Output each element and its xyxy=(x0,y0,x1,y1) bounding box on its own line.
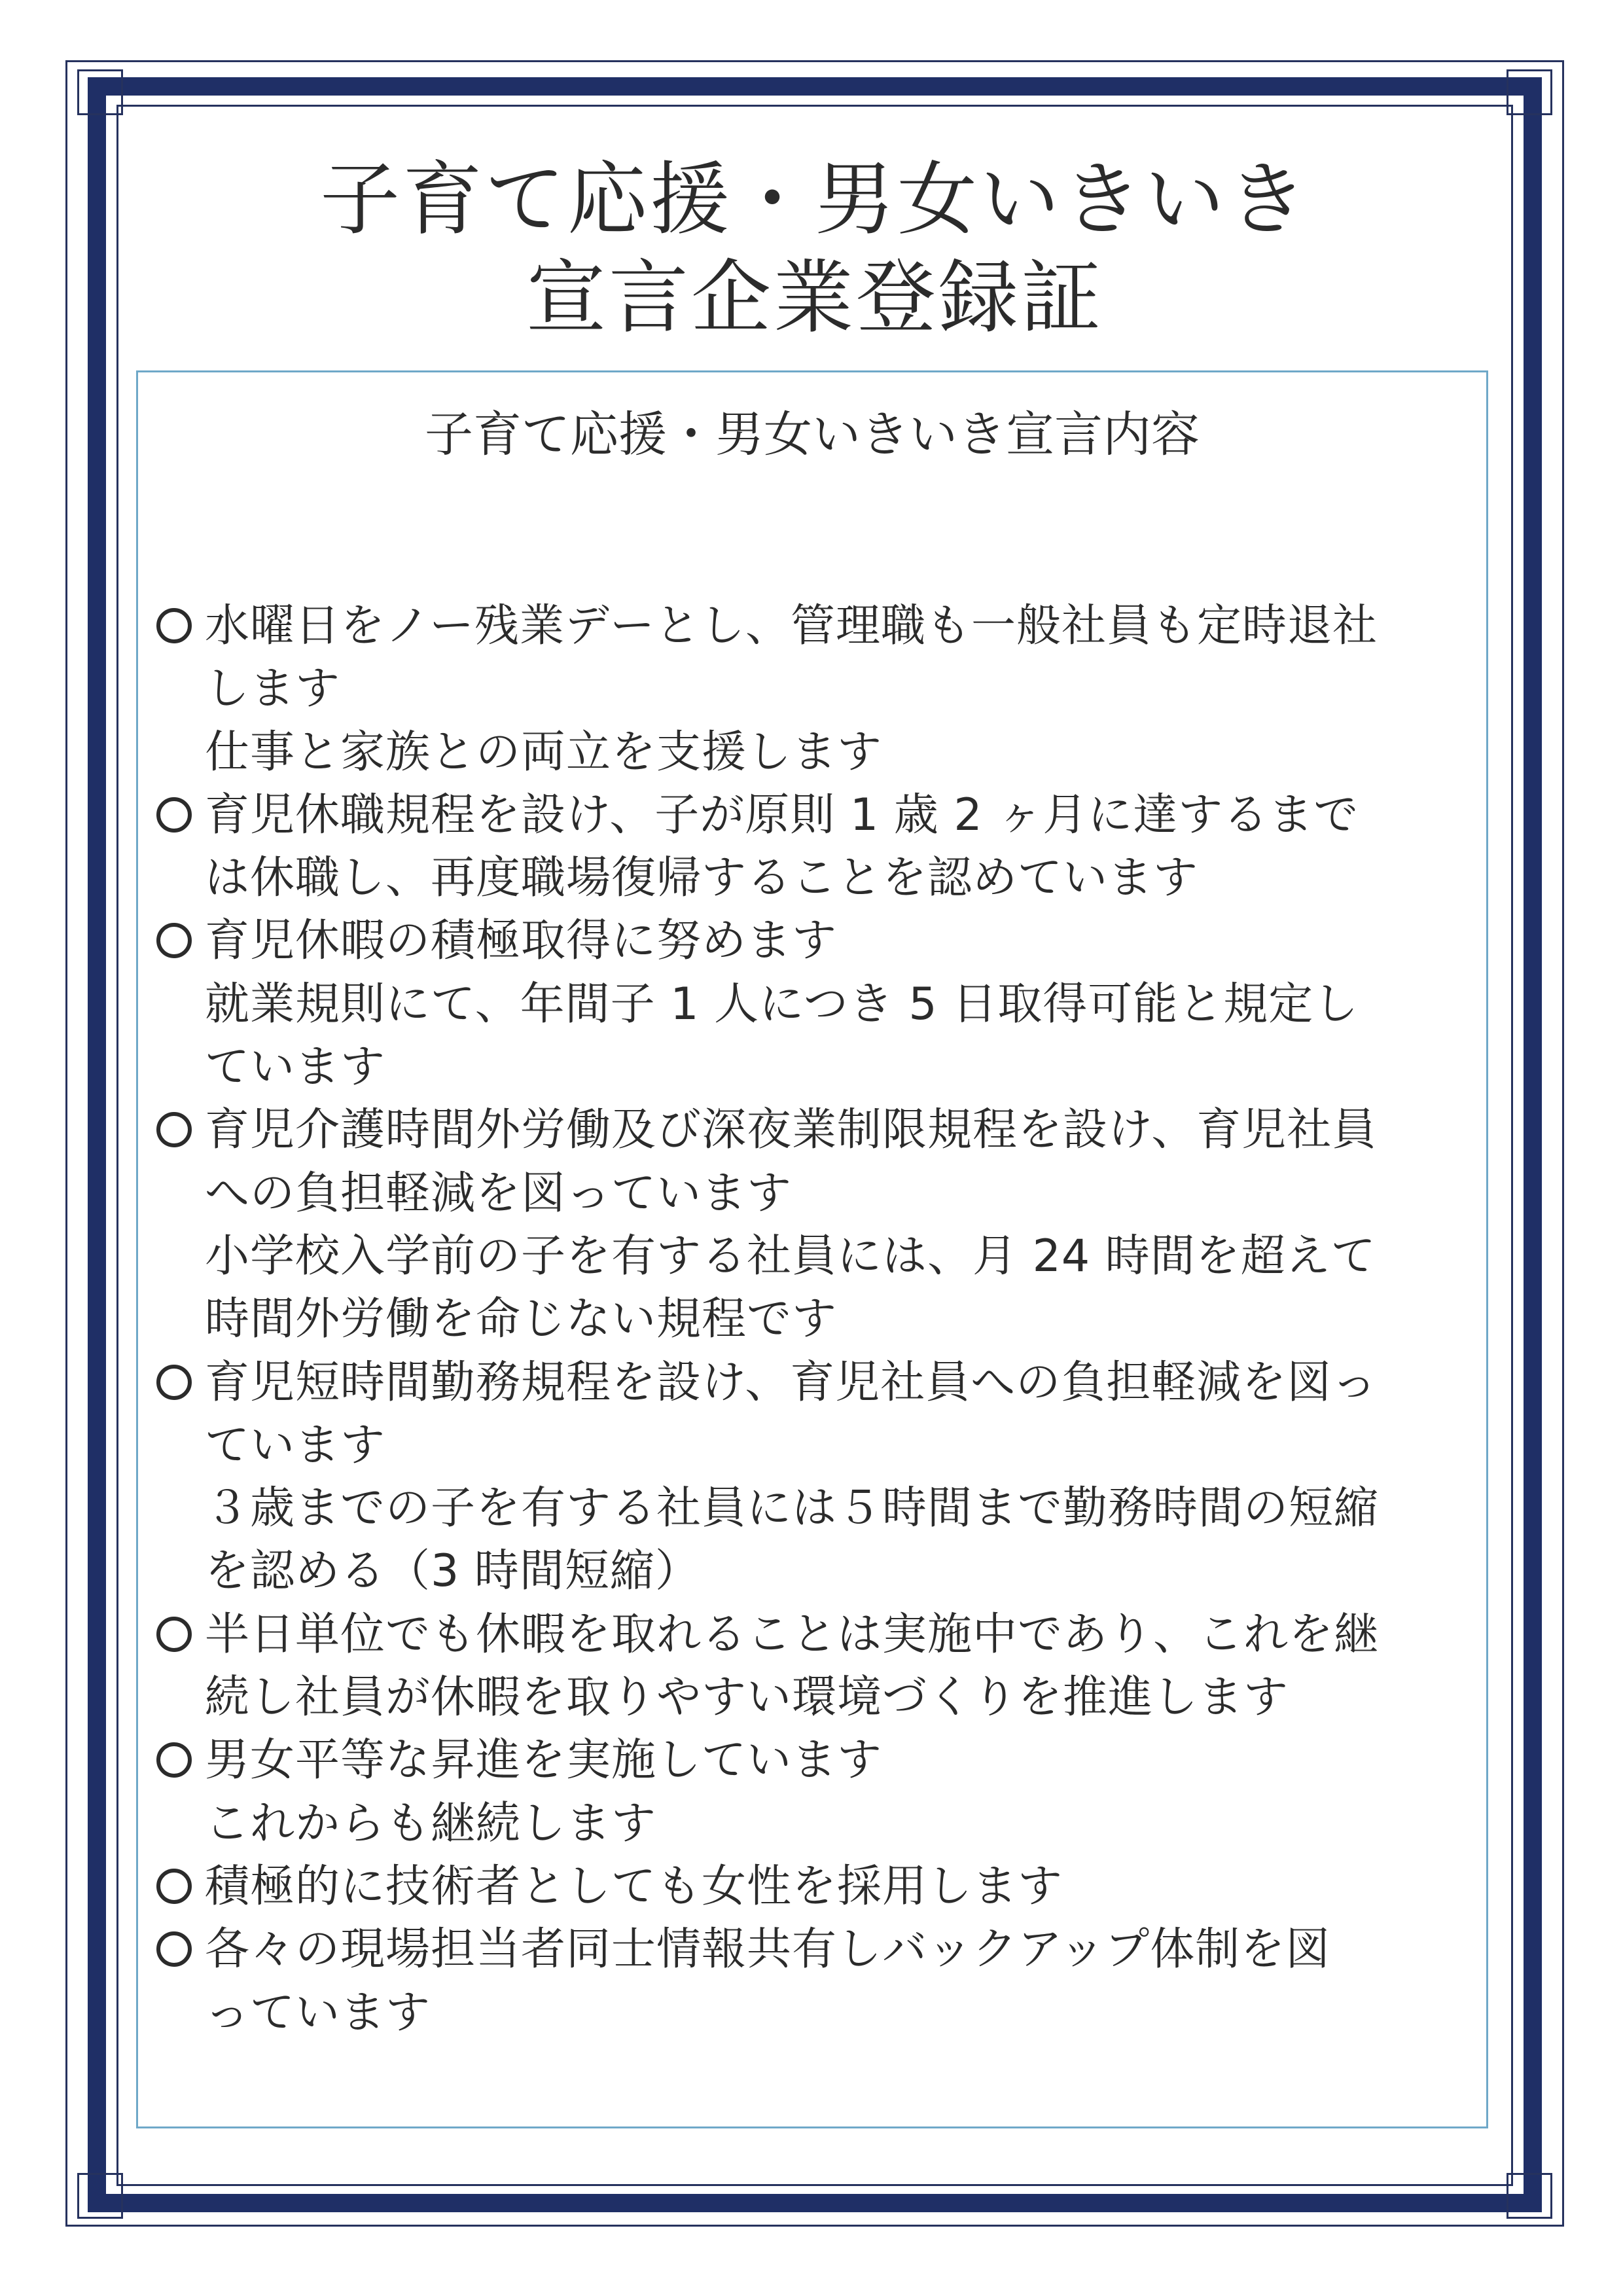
certificate-title xyxy=(118,151,1512,347)
declaration-item xyxy=(156,1856,1472,1918)
declaration-line: ています xyxy=(205,1419,386,1471)
declaration-line: 仕事と家族との両立を支援します xyxy=(205,726,883,778)
circle-bullet-icon xyxy=(156,1365,192,1400)
declaration-list xyxy=(156,595,1472,2045)
declaration-item xyxy=(156,1729,1472,1856)
declaration-item xyxy=(156,784,1472,910)
declaration-item xyxy=(156,1099,1472,1351)
circle-bullet-icon xyxy=(156,608,192,643)
circle-bullet-icon xyxy=(156,923,192,958)
circle-bullet-icon xyxy=(156,797,192,833)
corner-ornament-top-right xyxy=(1507,69,1552,115)
corner-ornament-bottom-left xyxy=(77,2173,123,2219)
declaration-line: ３歳までの子を有する社員には５時間まで勤務時間の短縮 xyxy=(205,1482,1380,1535)
certificate-title-line-2: 宣言企業登録証 xyxy=(526,251,1103,344)
declaration-line: への負担軽減を図っています xyxy=(205,1167,793,1219)
declaration-item xyxy=(156,1604,1472,1730)
declaration-line: を認める（3 時間短縮） xyxy=(205,1545,700,1598)
circle-bullet-icon xyxy=(156,1112,192,1147)
declaration-line: 積極的に技術者としても女性を採用します xyxy=(205,1860,1063,1912)
declaration-line: 育児短時間勤務規程を設け、育児社員への負担軽減を図っ xyxy=(205,1356,1378,1408)
declaration-line: っています xyxy=(205,1986,431,2039)
declaration-line: 時間外労働を命じない規程です xyxy=(205,1293,838,1346)
declaration-item xyxy=(156,910,1472,1099)
circle-bullet-icon xyxy=(156,1742,192,1778)
declaration-heading: 子育て応援・男女いきいき宣言内容 xyxy=(425,406,1200,463)
declaration-line: 続し社員が休暇を取りやすい環境づくりを推進します xyxy=(205,1672,1289,1724)
circle-bullet-icon xyxy=(156,1869,192,1904)
declaration-line: 育児休暇の積極取得に努めます xyxy=(205,915,838,967)
declaration-line: ています xyxy=(205,1041,386,1094)
declaration-line: します xyxy=(205,663,341,715)
declaration-line: 育児休職規程を設け、子が原則 1 歳 2 ヶ月に達するまで xyxy=(205,789,1359,841)
certificate-title-line-1: 子育て応援・男女いきいき xyxy=(320,153,1310,246)
declaration-item xyxy=(156,1352,1472,1604)
declaration-line: 就業規則にて、年間子 1 人につき 5 日取得可能と規定し xyxy=(205,978,1359,1030)
declaration-line: 各々の現場担当者同士情報共有しバックアップ体制を図 xyxy=(205,1924,1331,1976)
declaration-content-box xyxy=(136,370,1488,2128)
declaration-line: 半日単位でも休暇を取れることは実施中であり、これを継 xyxy=(205,1608,1380,1660)
declaration-item xyxy=(156,595,1472,784)
declaration-line: 小学校入学前の子を有する社員には、月 24 時間を超えて xyxy=(205,1230,1376,1282)
declaration-line: 水曜日をノー残業デーとし、管理職も一般社員も定時退社 xyxy=(205,600,1378,652)
corner-ornament-top-left xyxy=(77,69,123,115)
declaration-line: 育児介護時間外労働及び深夜業制限規程を設け、育児社員 xyxy=(205,1104,1378,1157)
circle-bullet-icon xyxy=(156,1931,192,1967)
corner-ornament-bottom-right xyxy=(1507,2173,1552,2219)
declaration-line: 男女平等な昇進を実施しています xyxy=(205,1734,883,1787)
declaration-line: これからも継続します xyxy=(205,1797,657,1850)
declaration-item xyxy=(156,1918,1472,2045)
circle-bullet-icon xyxy=(156,1617,192,1652)
declaration-line: は休職し、再度職場復帰することを認めています xyxy=(205,852,1199,905)
